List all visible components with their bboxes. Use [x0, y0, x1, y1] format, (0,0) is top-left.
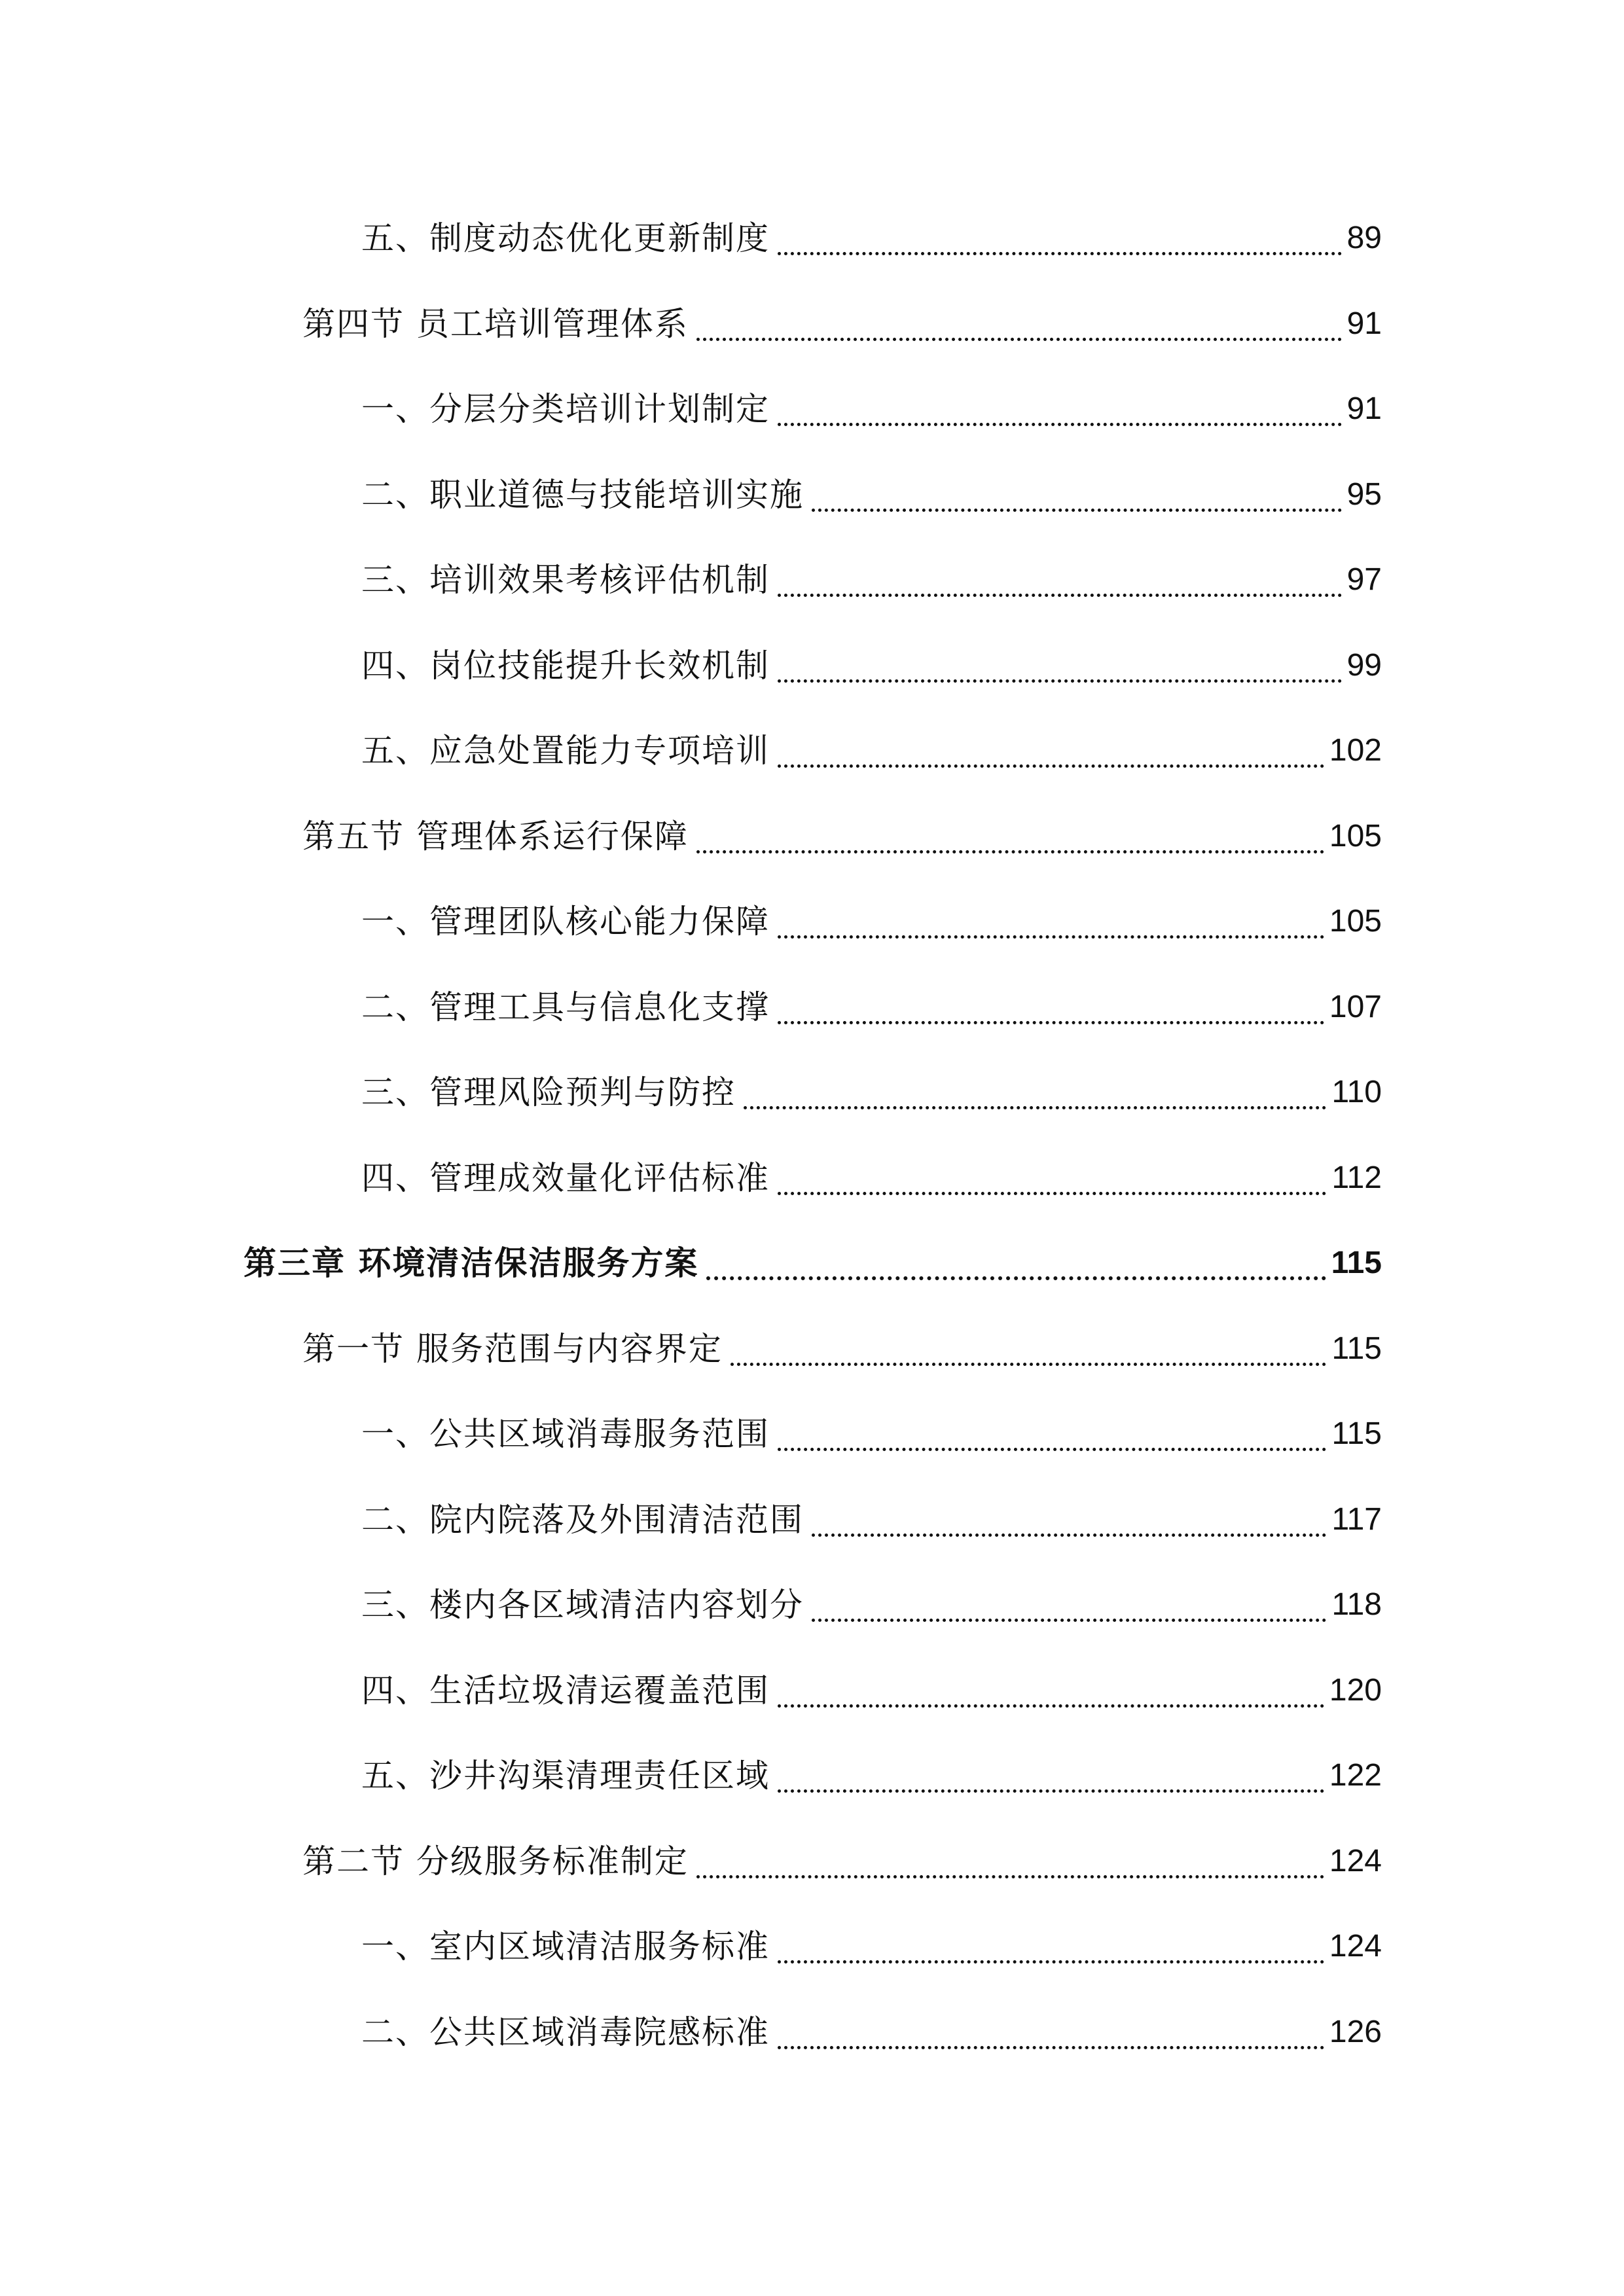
toc-dot-leader — [706, 1237, 1326, 1289]
toc-entry-page: 120 — [1329, 1673, 1382, 1708]
toc-entry[interactable] — [302, 810, 1382, 863]
toc-entry-title: 三、管理风险预判与防控 — [361, 1073, 736, 1111]
toc-entry[interactable] — [302, 298, 1382, 350]
toc-entry-page: 99 — [1346, 648, 1382, 683]
toc-entry[interactable] — [361, 1664, 1382, 1717]
toc-entry-title: 三、培训效果考核评估机制 — [361, 561, 770, 599]
toc-dot-leader — [778, 725, 1324, 777]
toc-entry-title: 二、职业道德与技能培训实施 — [361, 476, 804, 514]
toc-entry-page: 91 — [1346, 306, 1382, 341]
toc-entry-page: 105 — [1329, 904, 1382, 939]
toc-entry-page: 124 — [1329, 1929, 1382, 1964]
toc-dot-leader — [696, 298, 1342, 350]
toc-dot-leader — [778, 383, 1342, 435]
toc-entry[interactable] — [361, 895, 1382, 948]
toc-dot-leader — [778, 639, 1342, 692]
toc-entry-page: 102 — [1329, 733, 1382, 768]
toc-entry-title: 第五节 管理体系运行保障 — [302, 817, 689, 855]
toc-entry-page: 89 — [1346, 221, 1382, 255]
toc-entry-title: 一、分层分类培训计划制定 — [361, 390, 770, 428]
toc-entry[interactable] — [361, 212, 1382, 264]
toc-entry-title: 五、应急处置能力专项培训 — [361, 732, 770, 770]
toc-dot-leader — [778, 212, 1342, 264]
toc-dot-leader — [778, 554, 1342, 606]
toc-entry-page: 122 — [1329, 1758, 1382, 1793]
toc-entry[interactable] — [361, 1749, 1382, 1802]
toc-entry-page: 95 — [1346, 477, 1382, 512]
toc-entry[interactable] — [361, 554, 1382, 606]
toc-entry-title: 二、院内院落及外围清洁范围 — [361, 1501, 804, 1539]
toc-entry[interactable] — [361, 1066, 1382, 1119]
toc-entry[interactable] — [361, 1408, 1382, 1460]
toc-entry[interactable] — [361, 383, 1382, 435]
toc-entry[interactable] — [302, 1835, 1382, 1888]
toc-entry[interactable] — [361, 1494, 1382, 1546]
toc-dot-leader — [812, 1494, 1326, 1546]
toc-entry[interactable] — [361, 1920, 1382, 1973]
toc-entry-title: 第二节 分级服务标准制定 — [302, 1842, 689, 1880]
toc-entry-title: 四、管理成效量化评估标准 — [361, 1159, 770, 1197]
toc-entry-page: 118 — [1331, 1587, 1382, 1622]
toc-dot-leader — [778, 1408, 1326, 1460]
toc-entry-page: 112 — [1331, 1160, 1382, 1195]
toc-entry-page: 115 — [1331, 1331, 1382, 1366]
toc-dot-leader — [696, 1835, 1324, 1888]
toc-dot-leader — [778, 1749, 1324, 1802]
toc-entry-title: 第一节 服务范围与内容界定 — [302, 1330, 723, 1368]
toc-entry-title: 一、管理团队核心能力保障 — [361, 903, 770, 941]
toc-entry-page: 91 — [1346, 391, 1382, 426]
toc-entry[interactable] — [361, 1152, 1382, 1204]
toc-entry-page: 107 — [1329, 990, 1382, 1024]
toc-entry-page: 110 — [1331, 1075, 1382, 1109]
toc-dot-leader — [778, 981, 1324, 1033]
toc-dot-leader — [778, 1664, 1324, 1717]
toc-entry[interactable] — [361, 1579, 1382, 1631]
toc-entry[interactable] — [302, 1323, 1382, 1375]
toc-dot-leader — [744, 1066, 1326, 1119]
toc-dot-leader — [778, 2006, 1324, 2058]
toc-dot-leader — [778, 1152, 1326, 1204]
toc-entry-title: 五、沙井沟渠清理责任区域 — [361, 1757, 770, 1795]
toc-entry-page: 117 — [1331, 1502, 1382, 1537]
toc-entry-title: 第四节 员工培训管理体系 — [302, 305, 689, 343]
toc-entry-page: 105 — [1329, 819, 1382, 853]
toc-entry[interactable] — [361, 2006, 1382, 2058]
toc-dot-leader — [812, 469, 1342, 521]
toc-entry-page: 115 — [1331, 1246, 1382, 1280]
toc-entry-title: 四、生活垃圾清运覆盖范围 — [361, 1672, 770, 1710]
toc-entry-title: 一、室内区域清洁服务标准 — [361, 1928, 770, 1965]
toc-dot-leader — [812, 1579, 1326, 1631]
toc-entry-page: 97 — [1346, 562, 1382, 597]
toc-entry-title: 五、制度动态优化更新制度 — [361, 219, 770, 257]
toc-entry-page: 126 — [1329, 2015, 1382, 2049]
toc-entry-page: 124 — [1329, 1844, 1382, 1878]
toc-entry-page: 115 — [1331, 1416, 1382, 1451]
toc-entry-title: 四、岗位技能提升长效机制 — [361, 647, 770, 685]
toc-entry-title: 二、公共区域消毒院感标准 — [361, 2013, 770, 2051]
toc-entry-chapter[interactable] — [244, 1237, 1382, 1289]
toc-entry-title: 一、公共区域消毒服务范围 — [361, 1415, 770, 1453]
toc-dot-leader — [731, 1323, 1327, 1375]
toc-dot-leader — [778, 895, 1324, 948]
toc-entry[interactable] — [361, 639, 1382, 692]
toc-dot-leader — [778, 1920, 1324, 1973]
toc-entry[interactable] — [361, 981, 1382, 1033]
toc-entry-title: 三、楼内各区域清洁内容划分 — [361, 1586, 804, 1624]
toc-entry[interactable] — [361, 725, 1382, 777]
toc-entry[interactable] — [361, 469, 1382, 521]
toc-entry-title: 第三章 环境清洁保洁服务方案 — [244, 1244, 699, 1282]
toc-dot-leader — [696, 810, 1324, 863]
toc-entry-title: 二、管理工具与信息化支撑 — [361, 988, 770, 1026]
